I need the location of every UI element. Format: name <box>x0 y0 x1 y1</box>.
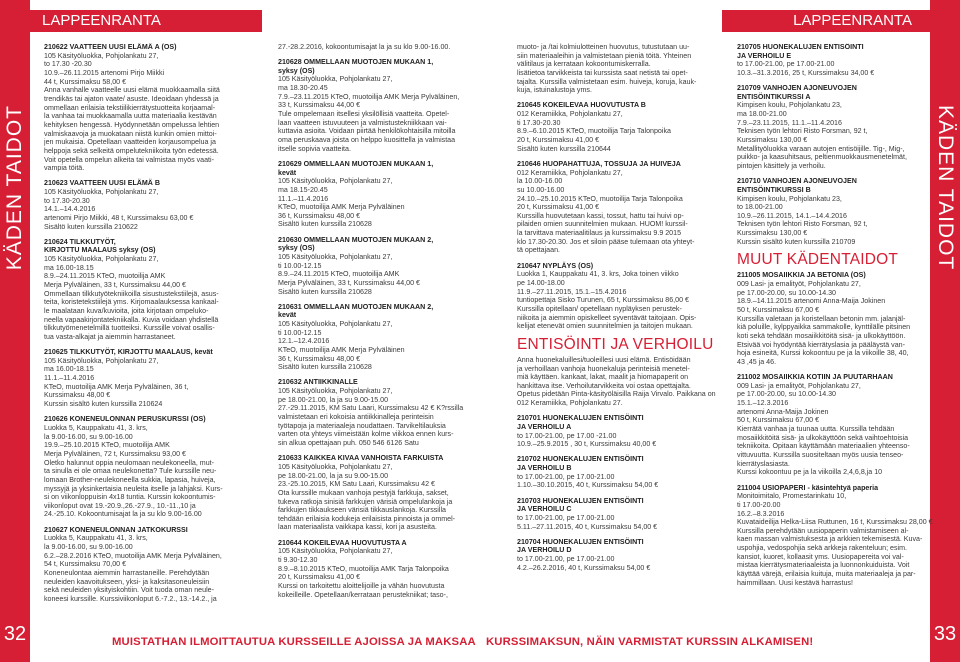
course-text-line: 43 ,45 ja 46. <box>737 358 777 366</box>
course-title: 210704 HUONEKALUJEN ENTISÖINTI <box>517 537 644 546</box>
course-title: syksy (OS) <box>278 66 315 75</box>
course-text-line: kehityksen hengessä. Hyödynnetään ompelussa lehtien <box>44 120 220 129</box>
course-text-line: puikko- ja kaasuhitsaus, peltienmuokkausmenetelmät, <box>737 153 907 162</box>
course-text-line: to 17.00-21.00, pe 17.00-21.00 <box>517 472 615 481</box>
text-column-1 <box>44 43 244 604</box>
course-text-line: 24.-25.10. Kokoontumisajat la ja su klo 9.00-16.00 <box>44 510 202 519</box>
section-heading: MUUT KÄDENTAIDOT <box>737 251 899 269</box>
course-title: 210632 ANTIIKKINALLE <box>278 378 358 387</box>
course-text-line: Oletko halunnut oppia neulomaan neulekoneella, mut- <box>44 458 214 467</box>
course-text-line: tua vasta-alkajat ja aiemmin harrastaneet. <box>44 333 176 341</box>
course-title: 210702 HUONEKALUJEN ENTISÖINTI <box>517 455 644 464</box>
course-text-line: Luokka 1, Kauppakatu 41, 3. krs, Joka toinen viikko <box>517 270 679 279</box>
course-text-line: Kierrätä vanhaa ja tuunaa uutta. Kurssilla tehdään <box>737 425 895 434</box>
course-text-line: haimmillaan. Uusi kestävä harrastus! <box>737 578 853 587</box>
course-text-line: 33 t, Kurssimaksu 44,00 € <box>278 101 361 110</box>
course-text-line: to 17.30 -20.30 <box>44 60 92 69</box>
course-text-line: to 17.00-21.00, pe 17.00-21.00 <box>517 513 615 522</box>
course-text-line: myssyjä ja yksinkertaisia neuleita itselle ja lahjaksi. Kurs- <box>44 484 223 493</box>
course-text-line: pilaiden omien suunnitelmien mukaan. HUOM! kurssil- <box>517 220 688 229</box>
course-text-line: 16.2.–8.3.2016 <box>737 509 785 518</box>
course-text-line: 105 Käsityöluokka, Pohjolankatu 27, <box>44 188 159 196</box>
course-text-line: la vanhaa tai muokkaamalla uutta materiaalia kestävän <box>44 112 217 121</box>
course-title: 210703 HUONEKALUJEN ENTISÖINTI <box>517 496 644 505</box>
course-text-line: miä käyttäen. kankaat, lakat, maalit ja hiomapaperit on <box>517 373 689 382</box>
course-text-line: Sisältö kuten kurssilla 210644 <box>517 144 611 153</box>
course-text-line: 11.1.–11.4.2016 <box>44 374 95 383</box>
course-text-line: Merja Pylväläinen, 33 t, Kurssimaksu 44,00 € <box>44 281 186 290</box>
course-text-line: Kurssi on tarkoitettu aloittelijoille ja vähän huovutusta <box>278 581 445 590</box>
course-text-line: tilkkutyömenetelmillä tuotteiksi. Kurssille voivat osallis- <box>44 324 215 333</box>
course-text-line: tekniikoita. Opitaan käyttämään materiaalien yhteenso- <box>737 442 910 451</box>
course-title: ENTISÖINTIKURSSI A <box>737 92 811 101</box>
course-text-line: Kurssilla valetaan ja koristellaan betonin mm. jalanjäl- <box>737 314 906 323</box>
course-text-line: Kuvataideilija Helka-Liisa Ruttunen, 16 t, Kurssimaksu 28,00 € <box>737 518 933 527</box>
course-title: 210625 TILKKUTYÖT, KIRJOTTU MAALAUS, kevät <box>44 348 213 357</box>
course-text-line: pintojen käsittely ja verhoilu. <box>737 162 826 171</box>
course-text-line: Kurssin sisältö kuten kurssilla 210624 <box>44 400 163 409</box>
course-text-line: 50 t, Kurssimaksu 67,00 € <box>737 416 820 425</box>
course-text-line: lisätietoa tarvikkeista tai kurssista saat netistä tai opet- <box>517 68 688 77</box>
course-text-line: ja verhoillaan vanhoja huonekaluja perinteisiä menetel- <box>517 364 690 373</box>
course-text-line: to 17.00-21.00, pe 17.00-21.00 <box>737 60 835 69</box>
course-title: 210623 VAATTEEN UUSI ELÄMÄ B <box>44 179 161 188</box>
course-title: 210627 KONENEULONNAN JATKOKURSSI <box>44 525 188 534</box>
course-text-line: la tarvittava materiaalitilaus ja kurssimaksu 9.9 2015 <box>517 229 682 238</box>
course-text-line: laan materiaalista vaikkapa kassi, kori ja asusteita. <box>278 523 437 532</box>
course-text-line: uspohjia, vedospohjia sekä arkkeja rakenteluun; esim. <box>737 544 907 553</box>
course-text-line: Tule ompelemaan itsellesi yksilöllisiä vaatteita. Opetel- <box>278 110 450 119</box>
course-text-line: mistaa kierrätysmateriaaleista ja luonnonkuiduista. Voit <box>737 561 910 570</box>
course-text-line: to 17.00-21.00, pe 17.00 -21.00 <box>517 431 617 440</box>
course-text-line: 23.-25.10.2015, KM Satu Laari, Kurssimaksu 42 € <box>278 480 435 489</box>
course-title: 211002 MOSAIIKKIA KOTIIN JA PUUTARHAAN <box>737 373 893 382</box>
left-sidebar <box>0 0 30 662</box>
course-text-line: 5.11.–27.11.2015, 40 t, Kurssimaksu 54,00 € <box>517 522 658 531</box>
course-text-line: pe 18.00-21.00, la ja su 9.00-15.00 <box>278 471 389 480</box>
course-text-line: 105 Käsityöluokka, Pohjolankatu 27, <box>44 356 159 365</box>
course-text-line: 20 t, Kurssimaksu 41,00 € <box>517 203 600 212</box>
left-sidebar-title: KÄDEN TAIDOT <box>3 105 26 271</box>
course-title: 210645 KOKEILEVAA HUOVUTUSTA B <box>517 101 646 110</box>
course-text-line: koti sekä tehdään mosaiikkitöitä sisä- ja ulkokäyttöön. <box>737 332 906 341</box>
course-text-line: mosaiikkitöitä sisä- ja ulkokäyttöön sekä vaihtoehtoisia <box>737 433 909 442</box>
course-text-line: artenomi Pirjo Miikki, 48 t, Kurssimaksu 63,00 € <box>44 213 194 222</box>
course-title: syksy (OS) <box>278 244 315 253</box>
course-text-line: käyttää värejä, erilaisia kuituja, muita materiaaleja ja par- <box>737 570 916 579</box>
course-title: kevät <box>278 168 297 177</box>
course-text-line: pe 18.00-21.00, la ja su 9.00-15.00 <box>278 395 389 404</box>
course-text-line: vittuvuutta. Kurssilla suositeltaan myös uusia tenseo- <box>737 451 904 460</box>
course-text-line: neella vapaakirjontatekniikalla. Kuvia voidaan yhdistellä <box>44 315 219 324</box>
course-text-line: kiä poluille, kylppyaikka sammakolle, kynttilälle pitsinen <box>737 323 911 332</box>
course-text-line: kelijat etenevät omien suunnitelmien ja taitojen mukaan. <box>517 322 693 331</box>
course-title: 211005 MOSAIIKKIA JA BETONIA (OS) <box>737 271 866 280</box>
course-text-line: ta sinulla ei ole omaa neulekonetta? Tule kurssille neu- <box>44 467 217 476</box>
course-title: 210624 TILKKUTYÖT, <box>44 237 116 246</box>
course-text-line: 009 Lasi- ja emalityöt, Pohjolankatu 27, <box>737 280 861 289</box>
course-text-line: Kurssilla huovutetaan kassi, tossut, hattu tai huivi op- <box>517 211 684 220</box>
course-text-line: si on viikonloppuisin 4x18 tuntia. Kurssin kokoontumis- <box>44 493 216 502</box>
course-title: 210701 HUONEKALUJEN ENTISÖINTI <box>517 414 644 423</box>
course-text-line: ti 17.30-20.30 <box>517 118 561 127</box>
course-title: KIRJOTTU MAALAUS syksy (OS) <box>44 246 156 255</box>
course-text-line: kierrätyslasiasta. <box>737 459 790 468</box>
course-text-line: Kurssimaksu 48,00 € <box>44 391 111 400</box>
course-text-line: 20 t, Kurssimaksu 41,00 € <box>278 573 361 582</box>
course-text-line: kaen massan valmistuksesta ja arkkien tekemisestä. Kuva- <box>737 535 923 544</box>
course-text-line: trendikäs tai ajaton vaate/ asuste. Ideoidaan yhdessä ja <box>44 94 219 103</box>
course-text-line: la 9.00-16.00, su 9.00-16.00 <box>44 542 133 551</box>
course-text-line: ti 9.30-12.30 <box>278 555 318 564</box>
course-text-line: Koneneulontaa aiemmin harrastaneille. Perehdytään <box>44 568 210 577</box>
course-text-line: to 18.00-21.00 <box>737 203 783 212</box>
course-text-line: laan vaatteen istuvuuteen ja valmistustekniikkaan vai- <box>278 118 447 127</box>
course-text-line: 10.9.–25.9.2015 , 30 t, Kurssimaksu 40,00 € <box>517 440 657 449</box>
course-text-line: itselle sopivia vaatteita. <box>278 144 351 153</box>
header-right: LAPPEENRANTA <box>722 10 930 32</box>
course-title: 210710 VANHOJEN AJONEUVOJEN <box>737 177 857 186</box>
course-title: JA VERHOILU B <box>517 464 572 473</box>
course-text-line: ma 16.00-18.15 <box>44 263 94 272</box>
course-text-line: Kurssin sisältö kuten kurssilla 210709 <box>737 237 856 246</box>
course-text-line: neuleiden kaavoitukseen, yksi- ja kaksitasoneuleisiin <box>44 577 210 586</box>
course-text-line: tä opettajaan. <box>517 246 560 255</box>
course-text-line: vampia töitä. <box>44 164 85 173</box>
course-text-line: KTeO, muotoilija AMK Merja Pylväläinen <box>278 203 405 212</box>
course-text-line: tukeva ratkoja sinisiä farkkujen värisiä ompelulankoja ja <box>278 497 453 506</box>
course-text-line: Monitoimitalo, Promestarinkatu 10, <box>737 492 847 501</box>
course-text-line: 8.9.–6.10.2015 KTeO, muotoilija Tarja Talonpoika <box>517 127 671 136</box>
course-text-line: ommellaan erilaisia tekstiilikierrätystuotteita korjaamal- <box>44 103 216 112</box>
course-text-line: Opetus pidetään Pinta-käsityöläisilla Raija Virvalo. Paikkana on <box>517 390 716 399</box>
course-text-line: muoto- ja /tai kolmiulotteinen huovutus, tutustutaan uu- <box>517 43 690 51</box>
course-text-line: farkkujen tikkaukseen värisiä tikkauslankoja. Kurssilla <box>278 506 446 515</box>
course-text-line: artenomi Anna-Maija Jokinen <box>737 407 829 416</box>
course-text-line: kokeilleille. Opetellaan/kerrataan perustekniikat; taso-, <box>278 590 448 599</box>
page-number-right: 33 <box>933 623 957 645</box>
text-column-3 <box>517 43 723 572</box>
course-text-line: teita, koristetekstiilejä yms. Kirjomaalauksessa kankaal- <box>44 298 219 307</box>
header-left: LAPPEENRANTA <box>30 10 262 32</box>
course-text-line: 8.9.–8.10.2015 KTeO, muotoilija AMK Tarja Talonpoika <box>278 564 449 573</box>
course-text-line: helppoja sekä selkeitä ompelutekniikoita työn edetessä. <box>44 146 219 155</box>
course-title: 210626 KONENEULONNAN PERUSKURSSI (OS) <box>44 415 206 424</box>
course-title: kevät <box>278 311 297 320</box>
course-text-line: Merja Pylväläinen, 33 t, Kurssimaksu 44,00 € <box>278 278 420 287</box>
course-text-line: ma 18.30-20.45 <box>278 84 328 93</box>
course-text-line: KTeO, muotoilija AMK Merja Pylväläinen, 36 t, <box>44 382 189 391</box>
course-title: 210705 HUONEKALUJEN ENTISÖINTI <box>737 43 864 51</box>
course-text-line: Ota kurssille mukaan vanhoja pestyjä farkkuja, sakset, <box>278 488 449 497</box>
course-text-line: Kimpisen koulu, Pohjolankatu 23, <box>737 101 842 110</box>
course-text-line: 009 Lasi- ja emalityöt, Pohjolankatu 27, <box>737 381 861 390</box>
course-text-line: Luokka 5, Kauppakatu 41, 3. krs, <box>44 423 148 432</box>
course-text-line: 19.9.–25.10.2015 KTeO, muotoilija AMK <box>44 441 170 450</box>
course-text-line: 6.2.–28.2.2016 KTeO, muotoilija AMK Merja Pylväläinen, <box>44 551 222 560</box>
course-text-line: 44 t, Kurssimaksu 58,00 € <box>44 77 127 86</box>
course-text-line: Sisältö kuten kurssilla 210628 <box>278 363 372 372</box>
course-text-line: koneesi kurssille. Kurssiviikonloput 6.-7.2., 13.-14.2., ja <box>44 594 217 603</box>
course-text-line: tajalta. Kurssilla valmistetaan esim. huiveja, koruja, kauk- <box>517 77 697 86</box>
right-sidebar-title: KÄDEN TAIDOT <box>934 105 957 271</box>
course-text-line: la 9.00-16.00, su 9.00-16.00 <box>44 432 133 441</box>
course-text-line: ma 16.00-18.15 <box>44 365 94 374</box>
course-text-line: hoja esineitä, Kurssi kokoontuu pe ja la viikoille 38, 40, <box>737 349 909 358</box>
course-text-line: 10.9.–26.11.2015 artenomi Pirjo Miikki <box>44 68 165 77</box>
course-text-line: 012 Keramiikka, Pohjolankatu 27, <box>517 110 623 119</box>
course-text-line: 11.1.–11.4.2016 <box>278 194 329 203</box>
course-text-line: hankittava itse. Verhoilutarvikkeita voi ostaa opettajalta. <box>517 381 691 390</box>
course-text-line: siin materiaaleihin ja valmistetaan pieniä töitä. Yhteinen <box>517 51 692 60</box>
course-title: 210646 HUOPAHATTUJA, TOSSUJA JA HUIVEJA <box>517 159 681 168</box>
course-text-line: le maalataan kuva/kuvioita, joita kirjotaan ompeluko- <box>44 307 209 316</box>
course-text-line: valmistetaan eri kokoisia antiikkinalleja perinteisin <box>278 413 434 422</box>
footer-left: MUISTATHAN ILMOITTAUTUA KURSSEILLE AJOISSA JA MAKSAA <box>112 636 476 648</box>
course-text-line: 36 t, Kurssimaksu 48,00 € <box>278 354 361 363</box>
course-text-line: ma 18.15-20.45 <box>278 185 328 194</box>
course-text-line: la 10.00-16.00 <box>517 177 563 186</box>
course-text-line: tuntiopettaja Sisko Turunen, 65 t, Kurssimaksu 86,00 € <box>517 296 689 305</box>
course-text-line: 105 Käsityöluokka, Pohjolankatu 27, <box>278 75 393 84</box>
course-text-line: viikonloput ovat 19.-20.9.,26.-27.9., 10.-11.,10 ja <box>44 501 196 510</box>
course-text-line: 4.2.–26.2.2016, 40 t, Kurssimaksu 54,00 € <box>517 563 651 572</box>
course-text-line: 012 Keramiikka, Pohjolankatu 27. <box>517 399 623 408</box>
course-title: 210628 OMMELLAAN MUOTOJEN MUKAAN 1, <box>278 58 434 67</box>
course-text-line: Anna huonekaluillesi/tuoleillesi uusi elämä. Entisöidään <box>517 355 691 364</box>
course-title: 210647 NYPLÄYS (OS) <box>517 261 594 270</box>
course-text-line: 105 Käsityöluokka, Pohjolankatu 27, <box>278 320 393 329</box>
course-text-line: to 17.00-21.00, pe 17.00-21.00 <box>517 554 615 563</box>
course-text-line: Etsivää voi hyödyntää kierrätyslasia ja pääläystä van- <box>737 340 905 349</box>
course-text-line: 27.-29.11.2015, KM Satu Laari, Kurssimaksu 42 € K?rssilla <box>278 404 464 413</box>
course-text-line: 10.9.–26.11.2015, 14.1.–14.4.2016 <box>737 211 847 220</box>
course-text-line: kansiot, kuoret, kollaasit yms. Uusiopapereita voi val- <box>737 552 904 561</box>
course-text-line: Voit opetella ompelun alkeita tai valmistaa myös vaati- <box>44 155 214 164</box>
course-text-line: 105 Käsityöluokka, Pohjolankatu 27, <box>278 387 393 396</box>
course-text-line: pe 17.00-20.00, su 10.00-14.30 <box>737 390 836 399</box>
course-text-line: KTeO, muotoilija AMK Merja Pylväläinen <box>278 346 405 354</box>
course-text-line: Kurssimaksu 130,00 € <box>737 229 808 238</box>
section-heading: ENTISÖINTI JA VERHOILU <box>517 335 714 353</box>
course-text-line: ti 10.00-12.15 <box>278 261 322 270</box>
course-text-line: lomaan Brother-neulekoneella sukkia, lapasia, huiveja, <box>44 475 216 484</box>
course-title: 210709 VANHOJEN AJONEUVOJEN <box>737 84 857 93</box>
course-text-line: to 17.30-20.30 <box>44 196 90 205</box>
course-title: 210631 OMMELLAAN MUOTOJEN MUKAAN 2, <box>278 302 434 311</box>
course-text-line: välitilaus ja kerrataan kokoontumiskerralla. <box>517 60 651 69</box>
course-text-line: sin alkua opettajaan puh. 050 546 6126 Satu <box>278 439 419 448</box>
course-title: JA VERHOILU C <box>517 505 572 514</box>
course-title: ENTISÖINTIKURSSI B <box>737 185 811 194</box>
course-title: 210630 OMMELLAAN MUOTOJEN MUKAAN 2, <box>278 235 434 244</box>
course-text-line: Merja Pylväläinen, 72 t, Kurssimaksu 93,00 € <box>44 449 186 458</box>
course-text-line: Teknisen työn lehtori Risto Forsman, 92 t, <box>737 127 868 136</box>
course-text-line: 27.-28.2.2016, kokoontumisajat la ja su klo 9.00-16.00. <box>278 43 451 51</box>
text-column-2 <box>278 43 483 599</box>
course-title: 211004 USIOPAPERI - käsintehtyä paperia <box>737 483 879 492</box>
text-column-4 <box>737 43 935 587</box>
course-text-line: 105 Käsityöluokka, Pohjolankatu 27, <box>44 51 159 60</box>
course-text-line: työtapoja ja materiaaleja noudattaen. Tarvikeltilauksia <box>278 421 446 430</box>
course-title: JA VERHOILU E <box>737 51 792 60</box>
page-number-left: 32 <box>3 623 27 645</box>
course-text-line: 20 t, Kurssimaksu 41,00 € <box>517 136 600 145</box>
course-text-line: jen mukaisia. Opetellaan vaatteiden korjausompelua ja <box>44 138 216 147</box>
course-text-line: varten ota yhteys viimeistään kolme viikkoa ennen kurs- <box>278 430 454 439</box>
course-text-line: Metallityöluokka varaan autojen entisöijille. Tig-, Mig-, <box>737 144 905 153</box>
course-title: JA VERHOILU D <box>517 546 572 555</box>
course-text-line: 105 Käsityöluokka, Pohjolankatu 27, <box>44 255 159 264</box>
course-text-line: 12.1.–12.4.2016 <box>278 337 330 346</box>
course-text-line: Kimpisen koulu, Pohjolankatu 23, <box>737 194 842 203</box>
course-text-line: 54 t, Kurssimaksu 70,00 € <box>44 560 127 569</box>
course-text-line: ma 18.00-21.00 <box>737 110 787 119</box>
course-text-line: 012 Keramiikka, Pohjolankatu 27, <box>517 168 623 177</box>
course-text-line: kuttavia asioita. Voidaan piirtää henkilökohtaisilla mitoilla <box>278 127 456 136</box>
course-text-line: Kurssi kokoontuu pe ja la viikoilla 2,4,6,8,ja 10 <box>737 468 883 477</box>
course-text-line: 18.9.–14.11.2015 artenomi Anna-Maija Jokinen <box>737 297 886 306</box>
course-title: 210644 KOKEILEVAA HUOVUTUSTA A <box>278 538 407 547</box>
course-text-line: tehdään erilaisia kodukeja erilaisista pinnoista ja ommel- <box>278 514 456 523</box>
course-text-line: niikoita ja aiemmin opiskelleet syventävät taitojaan. Opis- <box>517 313 697 322</box>
course-text-line: Sisältö kuten kurssilla 210622 <box>44 222 138 231</box>
footer-right: KURSSIMAKSUN, NÄIN VARMISTAT KURSSIN ALKAMISEN! <box>486 636 814 648</box>
course-text-line: sekä neuleiden yksityiskohtiin. Voit tuoda oman neule- <box>44 586 214 595</box>
course-text-line: 7.9.–23.11.2015, 11.1.–11.4.2016 <box>737 118 842 127</box>
course-text-line: Anna vanhalle vaatteelle uusi elämä muokkaamalla siitä <box>44 86 220 95</box>
course-text-line: 105 Käsityöluokka, Pohjolankatu 27, <box>278 252 393 261</box>
course-text-line: 24.10.–25.10.2015 KTeO, muotoilija Tarja Talonpoika <box>517 194 683 203</box>
course-text-line: oma peruskaava joista on helppo kuosittella ja valmistaa <box>278 136 456 145</box>
course-text-line: pe 17.00-20.00, su 10.00-14.30 <box>737 288 836 297</box>
course-text-line: 11.9.–27.11.2015, 15.1.–15.4.2016 <box>517 287 627 296</box>
course-text-line: Sisältö kuten kurssilla 210628 <box>278 287 372 296</box>
course-text-line: ti 17.00-20.00 <box>737 500 781 509</box>
course-text-line: valmiskaavoja ja muokataan niistä kunkin omien mittoi- <box>44 129 217 138</box>
course-text-line: 105 Käsityöluokka, Pohjolankatu 27, <box>278 462 393 471</box>
course-text-line: Sisältö kuten kurssilla 210628 <box>278 220 372 229</box>
course-title: JA VERHOILU A <box>517 422 572 431</box>
course-text-line: 14.1.–14.4.2016 <box>44 205 96 214</box>
course-text-line: 36 t, Kurssimaksu 48,00 € <box>278 211 361 220</box>
course-text-line: Kurssilla perehdytään uusiopaperin valmistamiseen al- <box>737 526 909 535</box>
course-title: 210622 VAATTEEN UUSI ELÄMÄ A (OS) <box>44 43 177 51</box>
course-text-line: 8.9.–24.11.2015 KTeO, muotoilija AMK <box>278 270 400 279</box>
course-text-line: 15.1.–12.3.2016 <box>737 399 789 408</box>
course-text-line: 105 Käsityöluokka, Pohjolankatu 27, <box>278 177 393 186</box>
course-text-line: Kurssimaksu 130,00 € <box>737 136 808 145</box>
course-text-line: klo 17.30-20.30. Jos et siloin pääse tulemaan ota yhteyt- <box>517 237 695 246</box>
course-text-line: ti 10.00-12.15 <box>278 328 322 337</box>
course-text-line: pe 14.00-18.00 <box>517 278 565 287</box>
course-text-line: 105 Käsityöluokka, Pohjolankatu 27, <box>278 547 393 556</box>
course-text-line: su 10.00-16.00 <box>517 185 565 194</box>
course-text-line: 1.10.–30.10.2015, 40 t, Kurssimaksu 54,00 € <box>517 481 659 490</box>
course-text-line: Teknisen työn lehtori Risto Forsman, 92 t, <box>737 220 868 229</box>
course-text-line: Kurssilla opitellaan/ opetellaan nypläyksen perustek- <box>517 304 682 313</box>
course-text-line: 8.9.–24.11.2015 KTeO, muotoilija AMK <box>44 272 166 281</box>
course-text-line: 50 t, Kurssimaksu 67,00 € <box>737 306 820 315</box>
course-text-line: 7.9.–23.11.2015 KTeO, muotoilija AMK Merja Pylväläinen, <box>278 92 460 101</box>
course-title: 210629 OMMELLAAN MUOTOJEN MUKAAN 1, <box>278 159 434 168</box>
course-title: 210633 KAIKKEA KIVAA VANHOISTA FARKUISTA <box>278 454 444 463</box>
course-text-line: 10.3.–31.3.2016, 25 t, Kurssimaksu 34,00 € <box>737 68 875 77</box>
course-text-line: kuja, istuinalustoja yms. <box>517 86 592 95</box>
course-text-line: Ommellaan tilkkutyötekniikoilla sisustustekstiilejä, asus- <box>44 289 219 298</box>
course-text-line: Luokka 5, Kauppakatu 41, 3. krs, <box>44 534 148 543</box>
